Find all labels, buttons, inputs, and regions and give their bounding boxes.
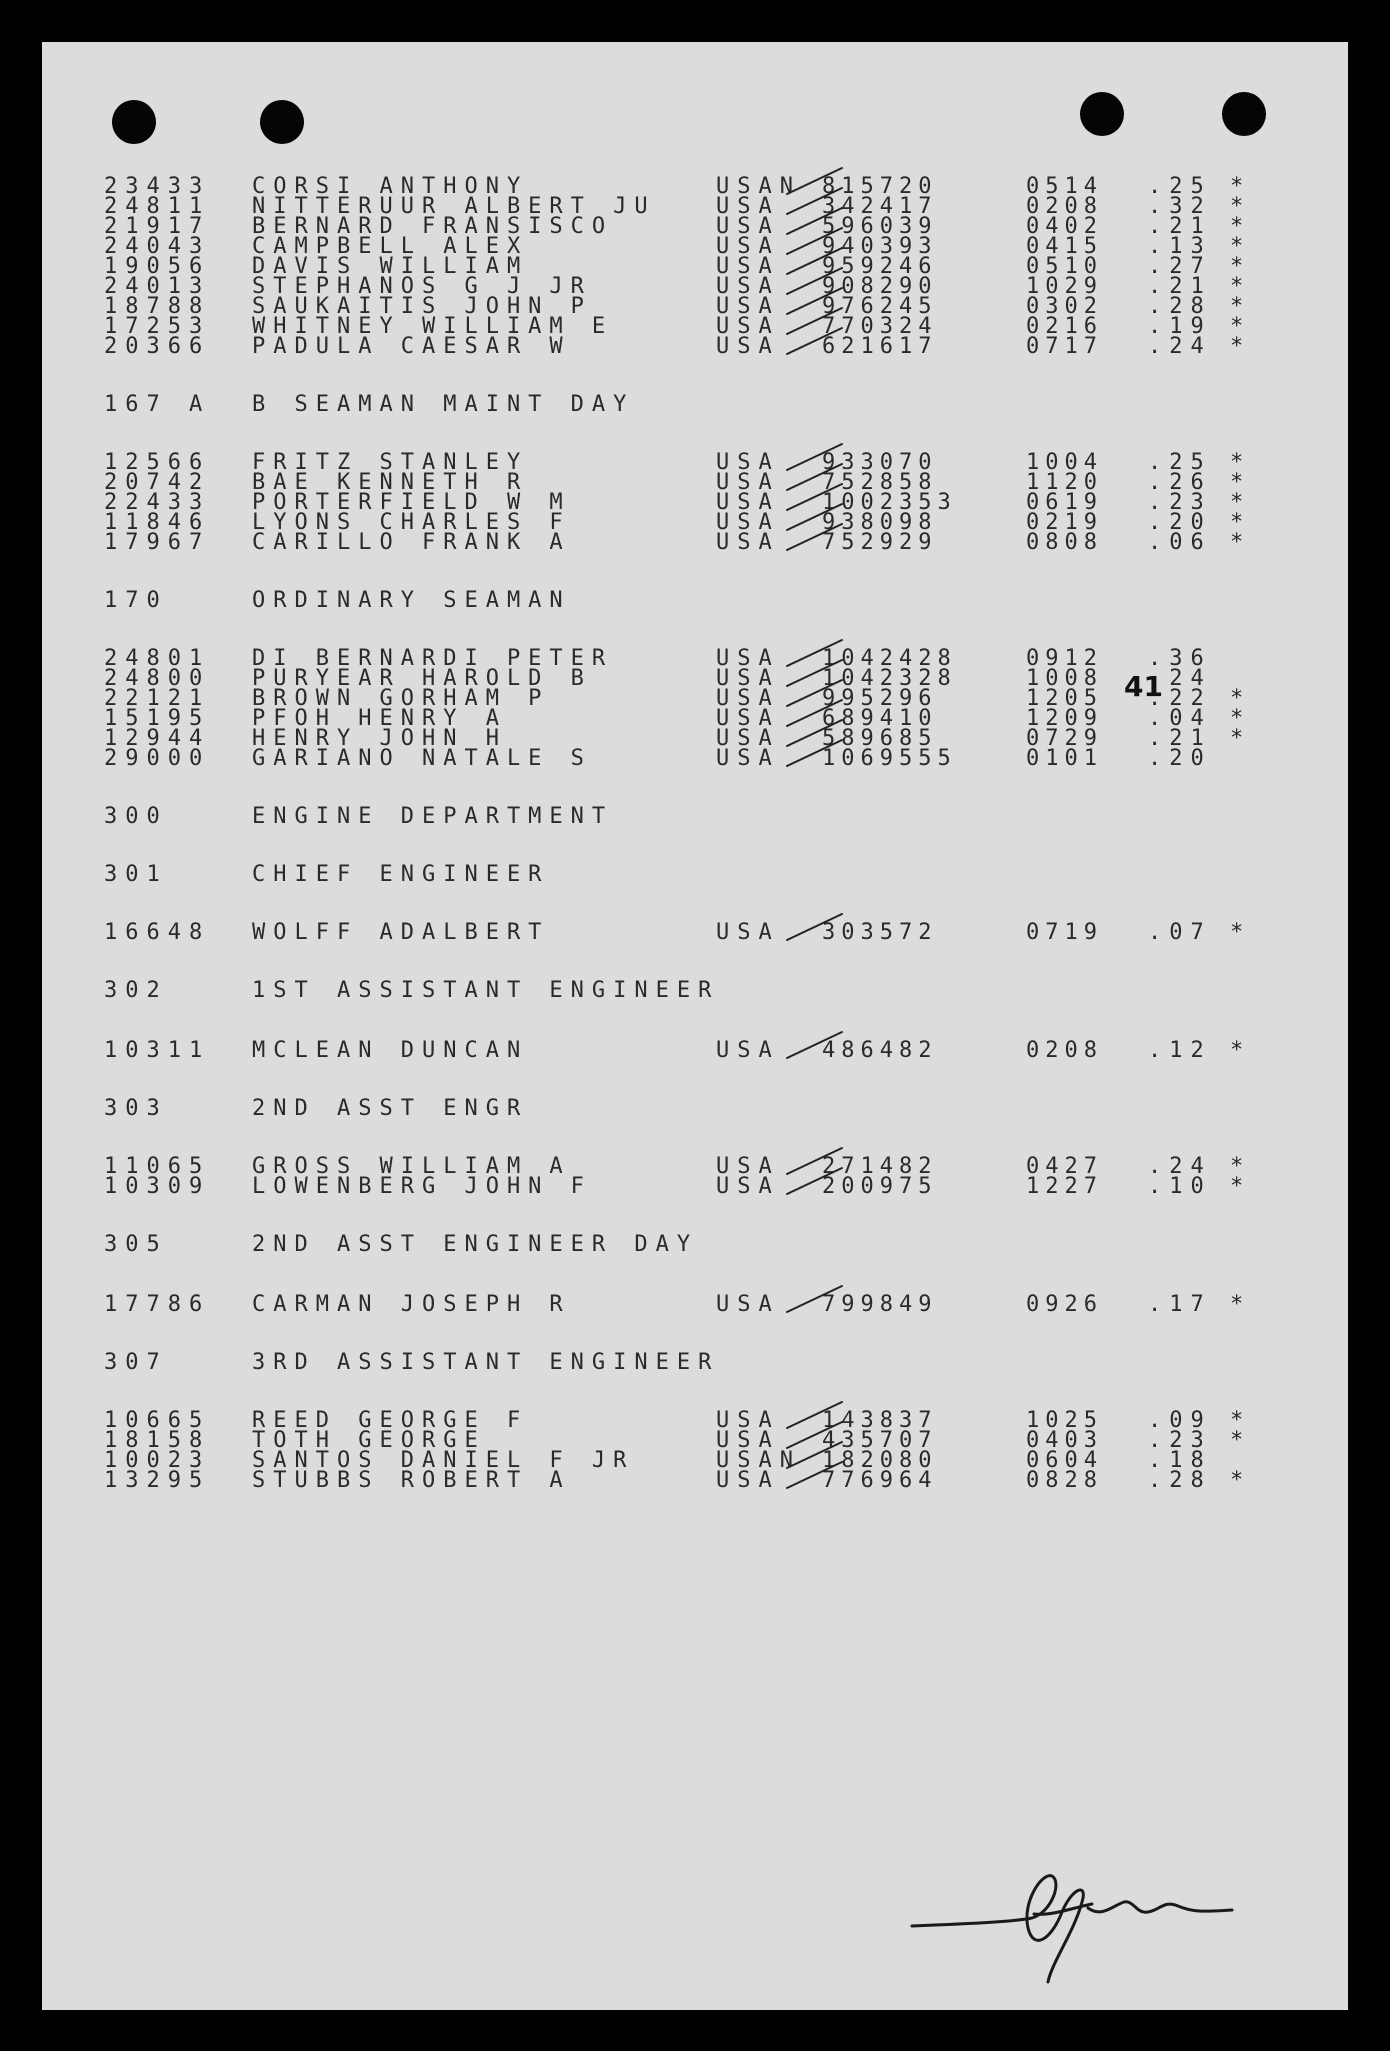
citizenship: USA bbox=[716, 214, 780, 239]
crew-name: BAE KENNETH R bbox=[252, 470, 529, 495]
citizenship: USA bbox=[716, 920, 780, 945]
citizenship: USA bbox=[716, 314, 780, 339]
certificate-number: 776964 bbox=[822, 1468, 938, 1493]
certificate-number: 976245 bbox=[822, 294, 938, 319]
citizenship: USA bbox=[716, 686, 780, 711]
crew-name: LYONS CHARLES F bbox=[252, 510, 571, 535]
rate: .23 bbox=[1148, 1428, 1212, 1453]
rate: .18 bbox=[1148, 1448, 1212, 1473]
date-code: 0828 bbox=[1026, 1468, 1103, 1493]
crew-id: 10311 bbox=[104, 1038, 211, 1063]
certificate-number: 200975 bbox=[822, 1174, 938, 1199]
certificate-number: 596039 bbox=[822, 214, 938, 239]
crew-name: PORTERFIELD W M bbox=[252, 490, 571, 515]
citizenship: USA bbox=[716, 510, 780, 535]
date-code: 0729 bbox=[1026, 726, 1103, 751]
asterisk-mark: * bbox=[1230, 1428, 1244, 1453]
citizenship: USA bbox=[716, 706, 780, 731]
crew-id: 11846 bbox=[104, 510, 211, 535]
date-code: 0604 bbox=[1026, 1448, 1103, 1473]
certificate-number: 143837 bbox=[822, 1408, 938, 1433]
certificate-number: 938098 bbox=[822, 510, 938, 535]
asterisk-mark: * bbox=[1230, 1174, 1244, 1199]
asterisk-mark: * bbox=[1230, 174, 1244, 199]
crew-id: 24013 bbox=[104, 274, 211, 299]
crew-name: CORSI ANTHONY bbox=[252, 174, 529, 199]
certificate-number: 799849 bbox=[822, 1292, 938, 1317]
crew-name: DI BERNARDI PETER bbox=[252, 646, 614, 671]
rate: .20 bbox=[1148, 510, 1212, 535]
rate: .10 bbox=[1148, 1174, 1212, 1199]
asterisk-mark: * bbox=[1230, 194, 1244, 219]
rate: .25 bbox=[1148, 174, 1212, 199]
date-code: 0208 bbox=[1026, 194, 1103, 219]
certificate-number: 689410 bbox=[822, 706, 938, 731]
date-code: 1029 bbox=[1026, 274, 1103, 299]
crew-name: STUBBS ROBERT A bbox=[252, 1468, 571, 1493]
asterisk-mark: * bbox=[1230, 1468, 1244, 1493]
asterisk-mark: * bbox=[1230, 1408, 1244, 1433]
crew-id: 18788 bbox=[104, 294, 211, 319]
rate: .20 bbox=[1148, 746, 1212, 771]
crew-name: BROWN GORHAM P bbox=[252, 686, 550, 711]
crew-id: 23433 bbox=[104, 174, 211, 199]
citizenship: USA bbox=[716, 666, 780, 691]
crew-id: 10309 bbox=[104, 1174, 211, 1199]
date-code: 0219 bbox=[1026, 510, 1103, 535]
section-number: 303 bbox=[104, 1096, 168, 1121]
rate: .24 bbox=[1148, 334, 1212, 359]
crew-name: WOLFF ADALBERT bbox=[252, 920, 550, 945]
crew-id: 12944 bbox=[104, 726, 211, 751]
ledger-page bbox=[42, 42, 1348, 2010]
certificate-number: 940393 bbox=[822, 234, 938, 259]
citizenship: USA bbox=[716, 294, 780, 319]
citizenship: USA bbox=[716, 1174, 780, 1199]
crew-id: 17253 bbox=[104, 314, 211, 339]
rate: .28 bbox=[1148, 1468, 1212, 1493]
crew-name: MCLEAN DUNCAN bbox=[252, 1038, 529, 1063]
crew-name: CARILLO FRANK A bbox=[252, 530, 571, 555]
asterisk-mark: * bbox=[1230, 470, 1244, 495]
rate: .23 bbox=[1148, 490, 1212, 515]
citizenship: USAN bbox=[716, 174, 801, 199]
certificate-number: 486482 bbox=[822, 1038, 938, 1063]
crew-name: FRITZ STANLEY bbox=[252, 450, 529, 475]
section-title: ENGINE DEPARTMENT bbox=[252, 804, 614, 829]
crew-id: 18158 bbox=[104, 1428, 211, 1453]
date-code: 0427 bbox=[1026, 1154, 1103, 1179]
citizenship: USA bbox=[716, 1292, 780, 1317]
date-code: 0208 bbox=[1026, 1038, 1103, 1063]
citizenship: USA bbox=[716, 530, 780, 555]
asterisk-mark: * bbox=[1230, 706, 1244, 731]
section-number: 167 A bbox=[104, 392, 211, 417]
certificate-number: 815720 bbox=[822, 174, 938, 199]
punch-hole bbox=[112, 100, 156, 144]
crew-name: LOWENBERG JOHN F bbox=[252, 1174, 592, 1199]
date-code: 0216 bbox=[1026, 314, 1103, 339]
rate: .07 bbox=[1148, 920, 1212, 945]
rate: .25 bbox=[1148, 450, 1212, 475]
section-number: 301 bbox=[104, 862, 168, 887]
certificate-number: 589685 bbox=[822, 726, 938, 751]
citizenship: USA bbox=[716, 254, 780, 279]
crew-name: CAMPBELL ALEX bbox=[252, 234, 529, 259]
rate: .17 bbox=[1148, 1292, 1212, 1317]
certificate-number: 271482 bbox=[822, 1154, 938, 1179]
rate: .12 bbox=[1148, 1038, 1212, 1063]
asterisk-mark: * bbox=[1230, 334, 1244, 359]
date-code: 1008 bbox=[1026, 666, 1103, 691]
rate: .21 bbox=[1148, 274, 1212, 299]
date-code: 0719 bbox=[1026, 920, 1103, 945]
citizenship: USA bbox=[716, 490, 780, 515]
certificate-number: 770324 bbox=[822, 314, 938, 339]
asterisk-mark: * bbox=[1230, 214, 1244, 239]
date-code: 0402 bbox=[1026, 214, 1103, 239]
section-title: B SEAMAN MAINT DAY bbox=[252, 392, 635, 417]
certificate-number: 1042428 bbox=[822, 646, 957, 671]
crew-name: STEPHANOS G J JR bbox=[252, 274, 592, 299]
asterisk-mark: * bbox=[1230, 920, 1244, 945]
certificate-number: 752929 bbox=[822, 530, 938, 555]
certificate-number: 995296 bbox=[822, 686, 938, 711]
rate: .21 bbox=[1148, 214, 1212, 239]
crew-name: CARMAN JOSEPH R bbox=[252, 1292, 571, 1317]
rate: .32 bbox=[1148, 194, 1212, 219]
certificate-number: 342417 bbox=[822, 194, 938, 219]
citizenship: USAN bbox=[716, 1448, 801, 1473]
citizenship: USA bbox=[716, 234, 780, 259]
asterisk-mark: * bbox=[1230, 294, 1244, 319]
section-number: 300 bbox=[104, 804, 168, 829]
crew-id: 21917 bbox=[104, 214, 211, 239]
date-code: 1209 bbox=[1026, 706, 1103, 731]
asterisk-mark: * bbox=[1230, 314, 1244, 339]
asterisk-mark: * bbox=[1230, 726, 1244, 751]
rate: .22 bbox=[1148, 686, 1212, 711]
crew-id: 15195 bbox=[104, 706, 211, 731]
date-code: 0302 bbox=[1026, 294, 1103, 319]
date-code: 0912 bbox=[1026, 646, 1103, 671]
rate: .21 bbox=[1148, 726, 1212, 751]
section-number: 307 bbox=[104, 1350, 168, 1375]
section-title: 1ST ASSISTANT ENGINEER bbox=[252, 978, 720, 1003]
date-code: 0415 bbox=[1026, 234, 1103, 259]
section-title: CHIEF ENGINEER bbox=[252, 862, 550, 887]
date-code: 0514 bbox=[1026, 174, 1103, 199]
asterisk-mark: * bbox=[1230, 274, 1244, 299]
crew-id: 12566 bbox=[104, 450, 211, 475]
signature-icon bbox=[902, 1842, 1242, 1992]
certificate-number: 908290 bbox=[822, 274, 938, 299]
crew-name: DAVIS WILLIAM bbox=[252, 254, 529, 279]
rate: .26 bbox=[1148, 470, 1212, 495]
asterisk-mark: * bbox=[1230, 490, 1244, 515]
rate: .27 bbox=[1148, 254, 1212, 279]
crew-name: PURYEAR HAROLD B bbox=[252, 666, 592, 691]
asterisk-mark: * bbox=[1230, 530, 1244, 555]
citizenship: USA bbox=[716, 334, 780, 359]
crew-name: GARIANO NATALE S bbox=[252, 746, 592, 771]
citizenship: USA bbox=[716, 746, 780, 771]
crew-name: SAUKAITIS JOHN P bbox=[252, 294, 592, 319]
crew-id: 16648 bbox=[104, 920, 211, 945]
asterisk-mark: * bbox=[1230, 234, 1244, 259]
crew-name: GROSS WILLIAM A bbox=[252, 1154, 571, 1179]
asterisk-mark: * bbox=[1230, 686, 1244, 711]
citizenship: USA bbox=[716, 194, 780, 219]
section-title: 2ND ASST ENGR bbox=[252, 1096, 529, 1121]
punch-hole bbox=[1080, 92, 1124, 136]
rate: .13 bbox=[1148, 234, 1212, 259]
punch-hole bbox=[260, 100, 304, 144]
certificate-number: 182080 bbox=[822, 1448, 938, 1473]
date-code: 0717 bbox=[1026, 334, 1103, 359]
citizenship: USA bbox=[716, 470, 780, 495]
section-title: 2ND ASST ENGINEER DAY bbox=[252, 1232, 699, 1257]
citizenship: USA bbox=[716, 450, 780, 475]
rate: .06 bbox=[1148, 530, 1212, 555]
crew-id: 19056 bbox=[104, 254, 211, 279]
date-code: 0619 bbox=[1026, 490, 1103, 515]
section-number: 170 bbox=[104, 588, 168, 613]
asterisk-mark: * bbox=[1230, 1292, 1244, 1317]
crew-id: 17967 bbox=[104, 530, 211, 555]
date-code: 0926 bbox=[1026, 1292, 1103, 1317]
asterisk-mark: * bbox=[1230, 510, 1244, 535]
date-code: 0101 bbox=[1026, 746, 1103, 771]
rate: .19 bbox=[1148, 314, 1212, 339]
crew-name: SANTOS DANIEL F JR bbox=[252, 1448, 635, 1473]
crew-id: 17786 bbox=[104, 1292, 211, 1317]
section-title: 3RD ASSISTANT ENGINEER bbox=[252, 1350, 720, 1375]
crew-id: 10023 bbox=[104, 1448, 211, 1473]
asterisk-mark: * bbox=[1230, 1038, 1244, 1063]
date-code: 1025 bbox=[1026, 1408, 1103, 1433]
rate: .24 bbox=[1148, 666, 1212, 691]
crew-id: 20366 bbox=[104, 334, 211, 359]
certificate-number: 303572 bbox=[822, 920, 938, 945]
rate: .09 bbox=[1148, 1408, 1212, 1433]
date-code: 1004 bbox=[1026, 450, 1103, 475]
crew-name: TOTH GEORGE bbox=[252, 1428, 486, 1453]
crew-id: 24801 bbox=[104, 646, 211, 671]
rate: .24 bbox=[1148, 1154, 1212, 1179]
certificate-number: 621617 bbox=[822, 334, 938, 359]
citizenship: USA bbox=[716, 1468, 780, 1493]
rate: .04 bbox=[1148, 706, 1212, 731]
crew-name: WHITNEY WILLIAM E bbox=[252, 314, 614, 339]
crew-name: PADULA CAESAR W bbox=[252, 334, 571, 359]
crew-id: 22433 bbox=[104, 490, 211, 515]
crew-id: 13295 bbox=[104, 1468, 211, 1493]
crew-id: 10665 bbox=[104, 1408, 211, 1433]
crew-id: 24811 bbox=[104, 194, 211, 219]
section-number: 302 bbox=[104, 978, 168, 1003]
crew-id: 29000 bbox=[104, 746, 211, 771]
date-code: 0403 bbox=[1026, 1428, 1103, 1453]
date-code: 0808 bbox=[1026, 530, 1103, 555]
certificate-number: 435707 bbox=[822, 1428, 938, 1453]
date-code: 1205 bbox=[1026, 686, 1103, 711]
date-code: 1120 bbox=[1026, 470, 1103, 495]
page-number: 41 bbox=[1124, 670, 1163, 703]
citizenship: USA bbox=[716, 726, 780, 751]
citizenship: USA bbox=[716, 1038, 780, 1063]
certificate-number: 1002353 bbox=[822, 490, 957, 515]
asterisk-mark: * bbox=[1230, 1154, 1244, 1179]
certificate-number: 933070 bbox=[822, 450, 938, 475]
certificate-number: 1042328 bbox=[822, 666, 957, 691]
section-title: ORDINARY SEAMAN bbox=[252, 588, 571, 613]
citizenship: USA bbox=[716, 1408, 780, 1433]
citizenship: USA bbox=[716, 274, 780, 299]
crew-name: HENRY JOHN H bbox=[252, 726, 507, 751]
crew-id: 20742 bbox=[104, 470, 211, 495]
citizenship: USA bbox=[716, 1428, 780, 1453]
certificate-number: 752858 bbox=[822, 470, 938, 495]
crew-id: 24043 bbox=[104, 234, 211, 259]
certificate-number: 959246 bbox=[822, 254, 938, 279]
citizenship: USA bbox=[716, 1154, 780, 1179]
crew-name: NITTERUUR ALBERT JU bbox=[252, 194, 656, 219]
rate: .36 bbox=[1148, 646, 1212, 671]
crew-id: 22121 bbox=[104, 686, 211, 711]
certificate-number: 1069555 bbox=[822, 746, 957, 771]
crew-name: REED GEORGE F bbox=[252, 1408, 529, 1433]
rate: .28 bbox=[1148, 294, 1212, 319]
asterisk-mark: * bbox=[1230, 254, 1244, 279]
crew-name: PFOH HENRY A bbox=[252, 706, 507, 731]
crew-id: 11065 bbox=[104, 1154, 211, 1179]
punch-hole bbox=[1222, 92, 1266, 136]
crew-id: 24800 bbox=[104, 666, 211, 691]
section-number: 305 bbox=[104, 1232, 168, 1257]
date-code: 1227 bbox=[1026, 1174, 1103, 1199]
crew-name: BERNARD FRANSISCO bbox=[252, 214, 614, 239]
citizenship: USA bbox=[716, 646, 780, 671]
date-code: 0510 bbox=[1026, 254, 1103, 279]
asterisk-mark: * bbox=[1230, 450, 1244, 475]
